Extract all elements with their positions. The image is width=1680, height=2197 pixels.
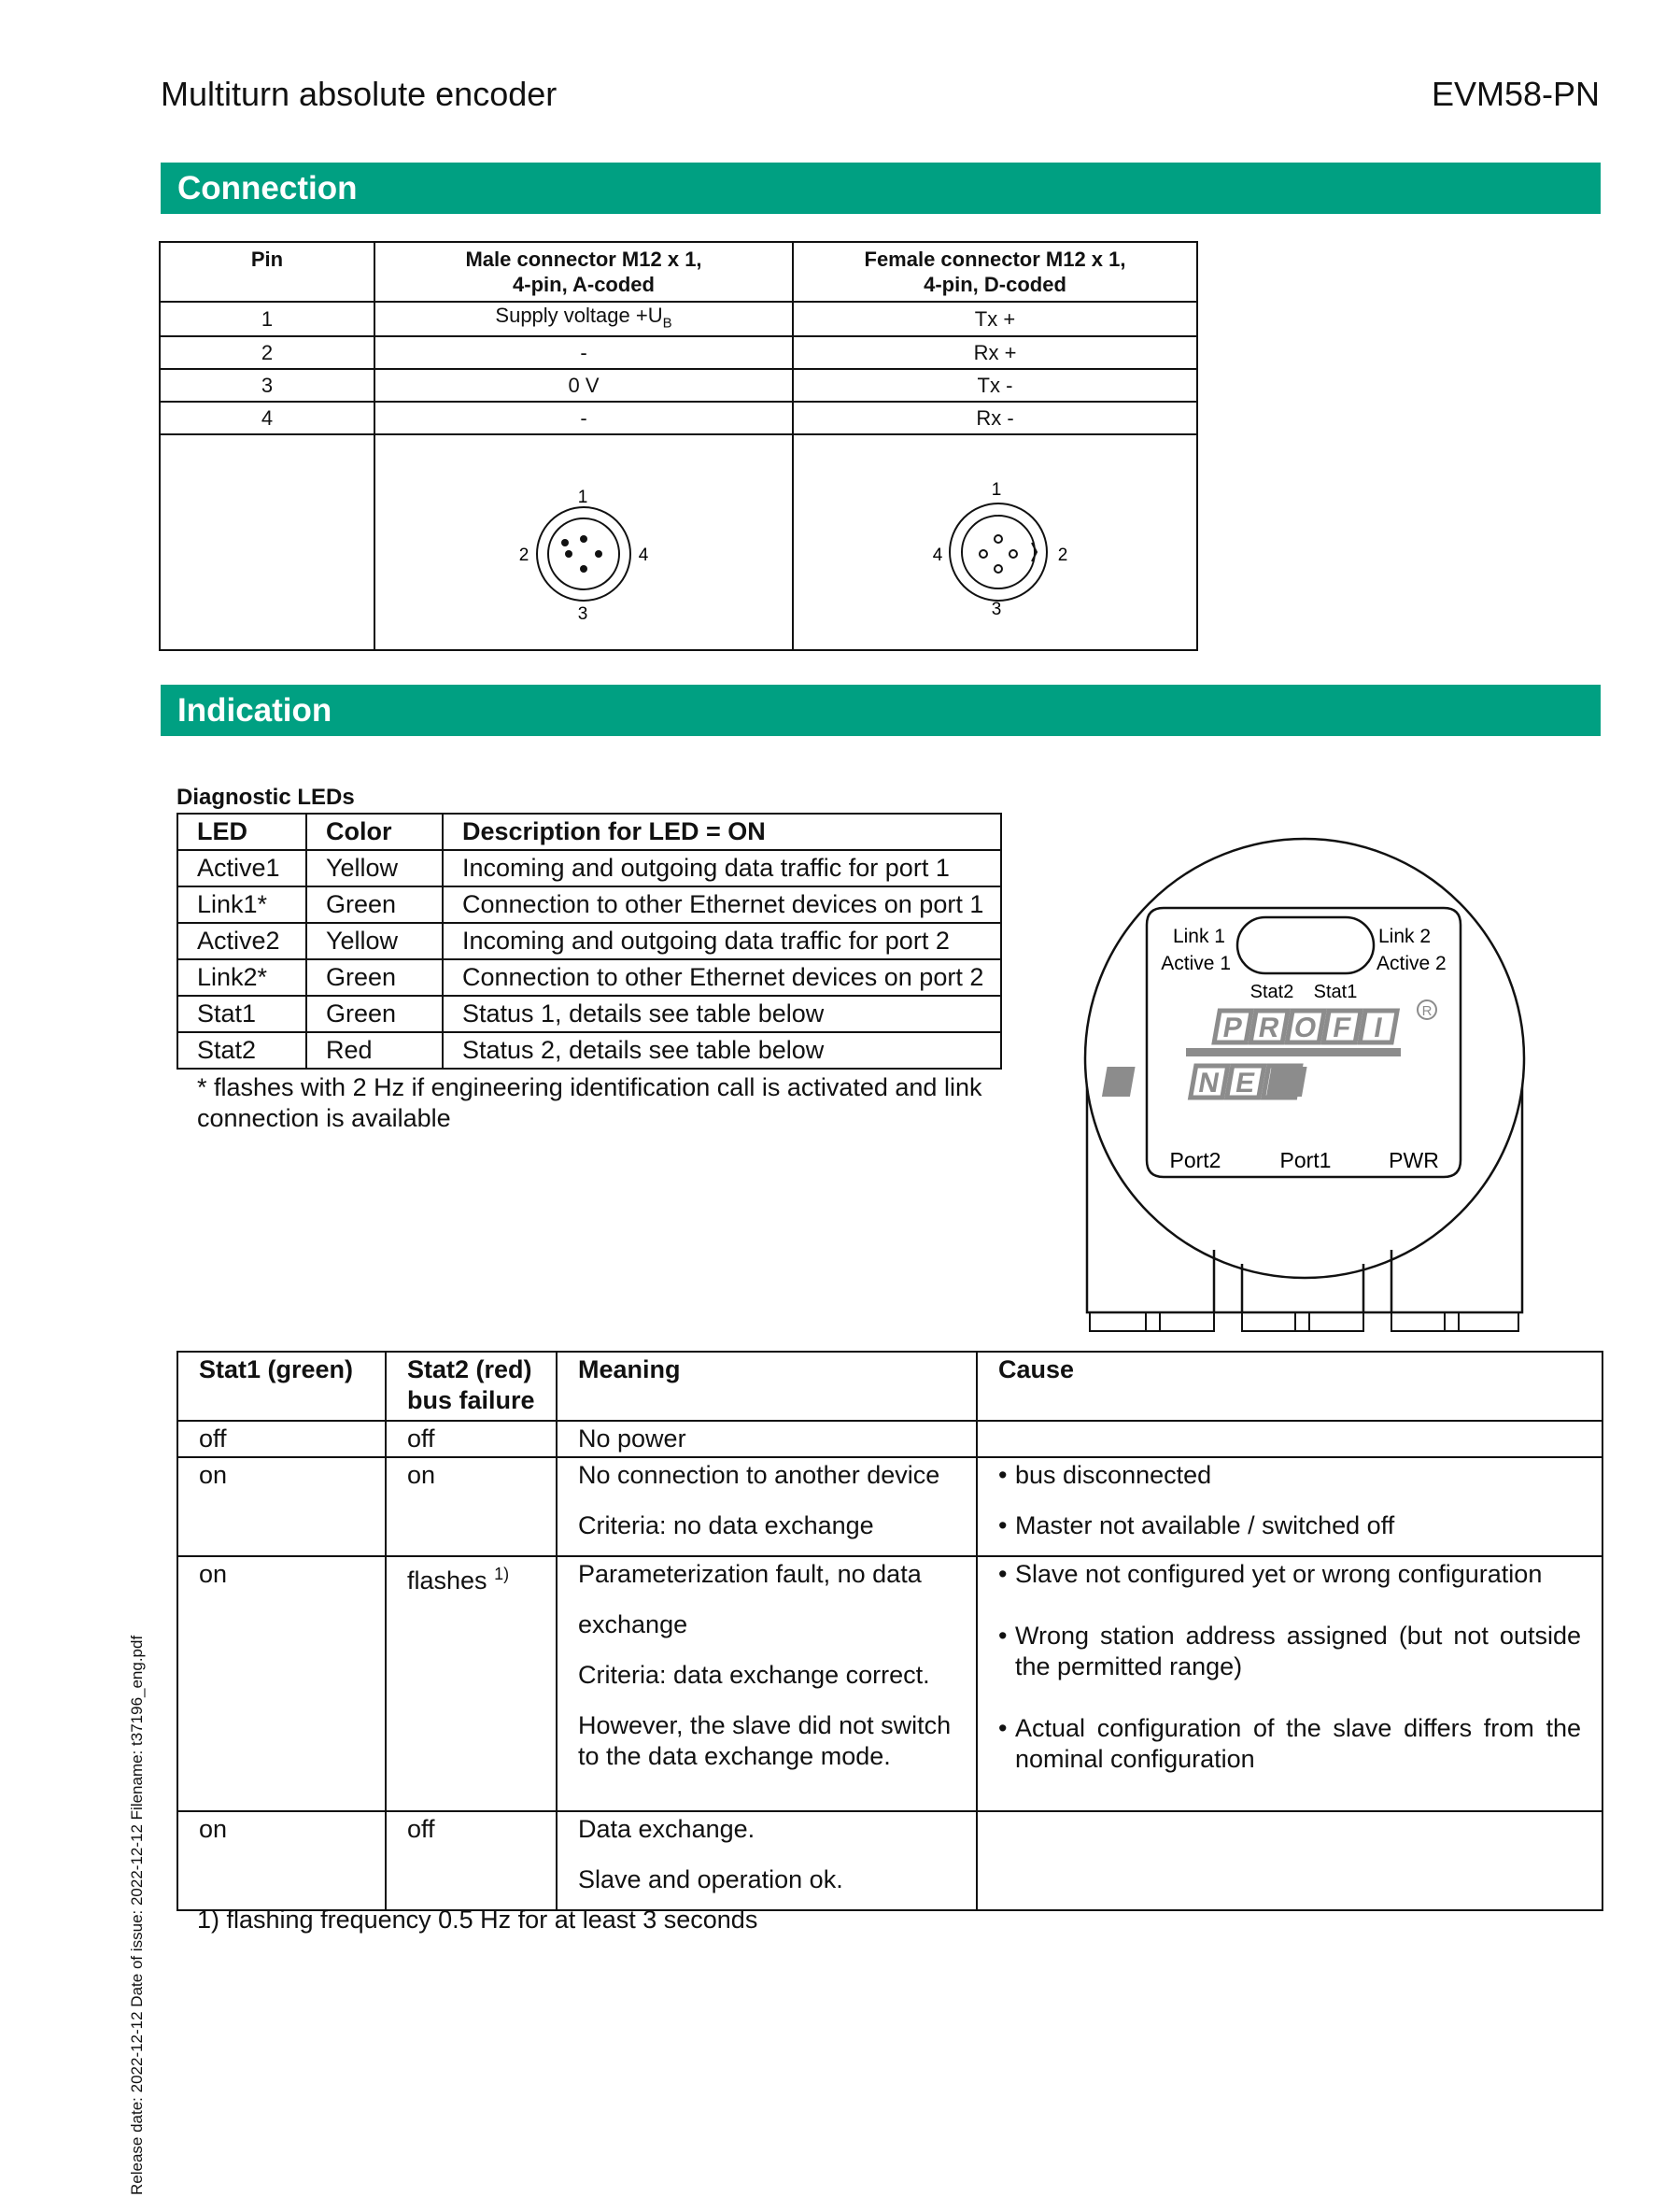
- svg-text:4: 4: [932, 545, 942, 565]
- table-row: off off No power: [177, 1421, 1602, 1457]
- table-row: Active1 Yellow Incoming and outgoing data traffic for port 1: [177, 850, 1001, 886]
- profi-letter-4: [1323, 1011, 1361, 1043]
- svg-text:N: N: [1195, 1068, 1222, 1098]
- document-title: Multiturn absolute encoder: [161, 75, 558, 113]
- release-info: Release date: 2022-12-12 Date of issue: 2022-12-12 Filename: t37196_eng.pdf: [128, 1635, 146, 2195]
- svg-text:Link 1: Link 1: [1172, 926, 1225, 947]
- svg-text:2: 2: [518, 545, 529, 565]
- male-connector-header: Male connector M12 x 1, 4-pin, A-coded: [374, 242, 793, 302]
- table-row: 2 - Rx +: [160, 336, 1197, 369]
- net-letter-1: [1191, 1066, 1228, 1098]
- table-row: Link1* Green Connection to other Ethernet devices on port 1: [177, 886, 1001, 923]
- svg-text:P: P: [1220, 1013, 1245, 1043]
- net-letter-2: [1227, 1066, 1264, 1098]
- encoder-device-diagram: [1074, 831, 1532, 1336]
- svg-text:E: E: [1233, 1068, 1258, 1098]
- status-table: [176, 1351, 1603, 1911]
- svg-text:4: 4: [638, 545, 649, 565]
- table-row: LED Color Description for LED = ON: [177, 814, 1001, 850]
- svg-text:3: 3: [577, 603, 588, 624]
- table-row: Active2 Yellow Incoming and outgoing data traffic for port 2: [177, 923, 1001, 959]
- table-row: Stat2 Red Status 2, details see table below: [177, 1032, 1001, 1069]
- svg-text:Port1: Port1: [1279, 1148, 1332, 1172]
- male-connector-diagram: [374, 434, 793, 650]
- svg-text:R: R: [1421, 1003, 1433, 1019]
- table-row: Stat1 (green) Stat2 (red) bus failure Meaning Cause: [177, 1352, 1602, 1421]
- table-row: on flashes $^{1)}$ Parameterization fault, no data exchange Criteria: data exchange correct. However, the slave did not switch to the data exchange mode. • Slave not configured yet or wrong configuration • Wrong station address assigned (but not outside the permitted range) • Actual configuration of the slave differs from the nominal configuration: [177, 1556, 1602, 1811]
- svg-text:PWR: PWR: [1389, 1148, 1439, 1172]
- pin-header: Pin: [160, 242, 374, 302]
- table-row: 1 Supply voltage $+U_B$ Tx +: [160, 302, 1197, 336]
- svg-text:O: O: [1292, 1013, 1320, 1043]
- svg-text:2: 2: [1057, 545, 1067, 565]
- table-row: on on No connection to another device Criteria: no data exchange • bus disconnected • Master not available / switched off: [177, 1457, 1602, 1556]
- svg-text:I: I: [1371, 1013, 1385, 1043]
- led-footnote: * flashes with 2 Hz if engineering identification call is activated and link connection is available: [197, 1073, 982, 1132]
- led-table: [176, 813, 1002, 1070]
- connection-table: [159, 241, 1198, 651]
- table-row: on off Data exchange. Slave and operation ok.: [177, 1811, 1602, 1910]
- female-connector-diagram: [793, 434, 1197, 650]
- diagnostic-leds-title: Diagnostic LEDs: [176, 785, 355, 810]
- svg-text:Link 2: Link 2: [1378, 926, 1432, 947]
- model-number: EVM58-PN: [1431, 75, 1600, 113]
- profi-letter-2: [1250, 1011, 1288, 1043]
- connection-heading: Connection: [161, 163, 1601, 214]
- table-row: Link2* Green Connection to other Ethernet devices on port 2: [177, 959, 1001, 996]
- profi-letter-1: [1214, 1011, 1251, 1043]
- svg-text:Stat1: Stat1: [1313, 982, 1358, 1002]
- indication-heading: Indication: [161, 685, 1601, 736]
- svg-text:Active 1: Active 1: [1161, 953, 1231, 974]
- table-row: 3 0 V Tx -: [160, 369, 1197, 402]
- svg-text:3: 3: [991, 599, 1001, 619]
- svg-text:F: F: [1330, 1013, 1353, 1043]
- table-row: 4 - Rx -: [160, 402, 1197, 434]
- profi-letter-5: [1360, 1011, 1397, 1043]
- female-connector-header: Female connector M12 x 1, 4-pin, D-coded: [793, 242, 1197, 302]
- svg-text:Port2: Port2: [1169, 1148, 1221, 1172]
- svg-text:Stat2: Stat2: [1249, 982, 1294, 1002]
- svg-text:1: 1: [577, 487, 588, 507]
- status-footnote: 1) flashing frequency 0.5 Hz for at least 3 seconds: [197, 1906, 758, 1934]
- svg-text:R: R: [1256, 1013, 1282, 1043]
- svg-text:1: 1: [991, 479, 1001, 500]
- profi-letter-3: [1287, 1011, 1324, 1043]
- table-row: Stat1 Green Status 1, details see table below: [177, 996, 1001, 1032]
- svg-text:Active 2: Active 2: [1376, 953, 1447, 974]
